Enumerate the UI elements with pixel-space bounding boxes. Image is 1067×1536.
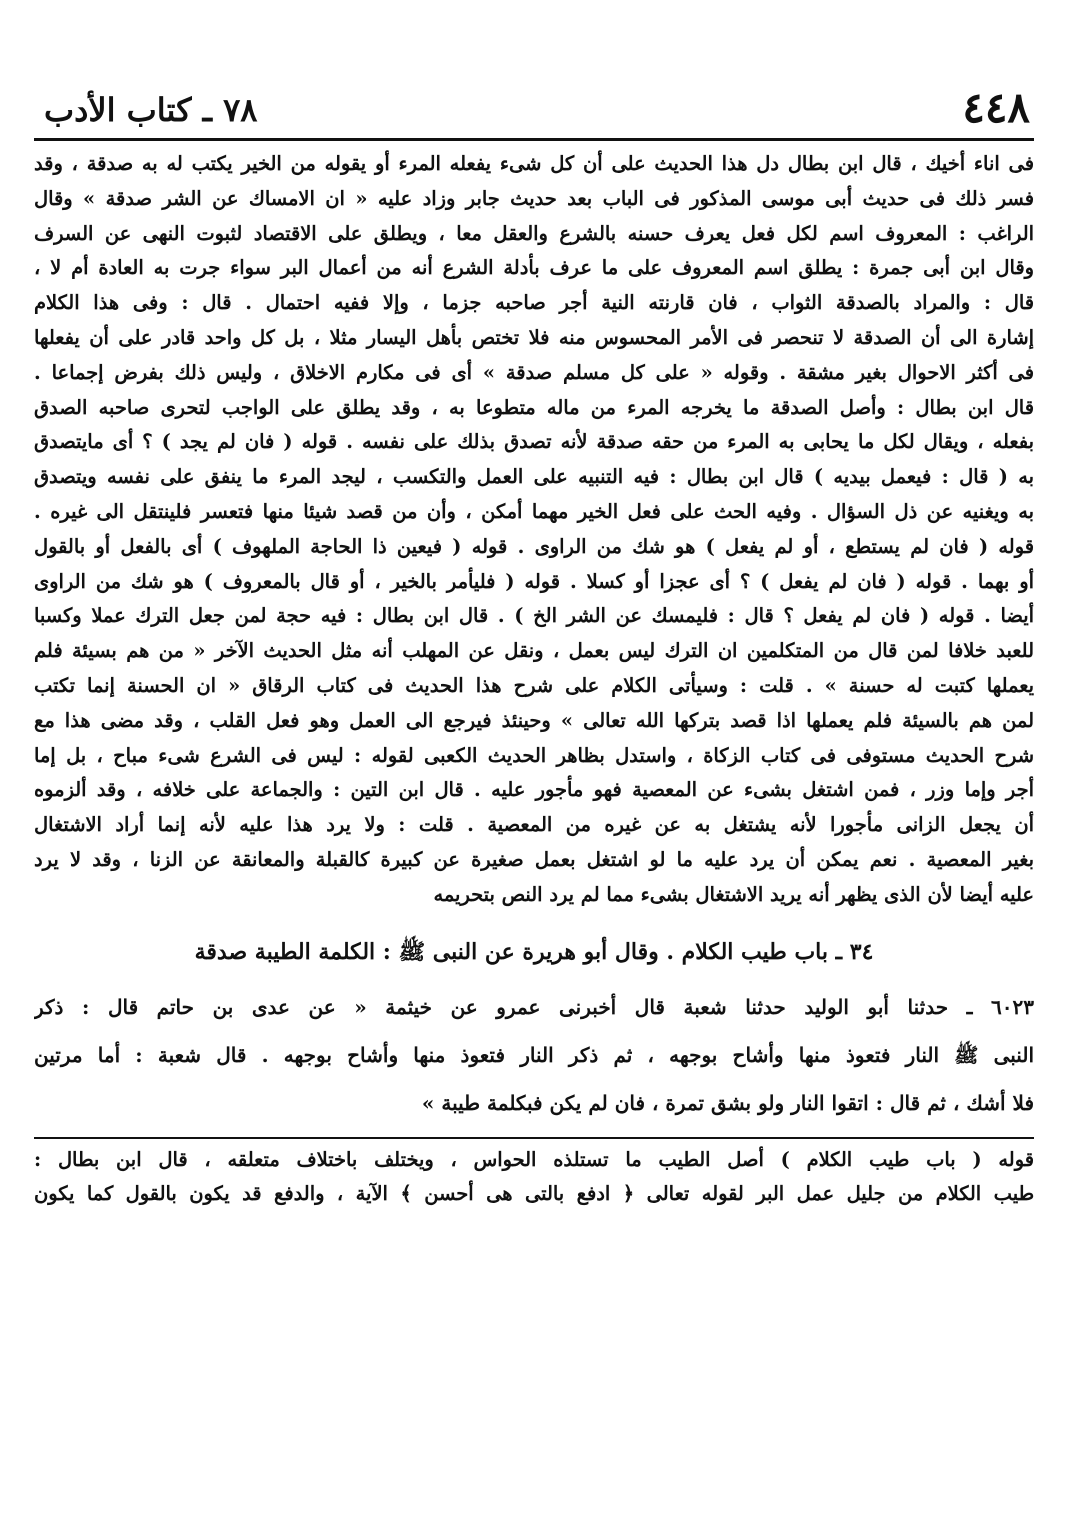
final-commentary-block — [34, 1143, 1034, 1213]
commentary-line: أجر وإما وزر ، فمن اشتغل بشىء عن المعصية فهو مأجور عليه . قال ابن التين : والجماعة على خلافه ، وقد ألزموه — [34, 778, 1034, 802]
commentary-line: فى اناء أخيك ، قال ابن بطال دل هذا الحديث على أن كل شىء يفعله المرء أو يقوله من الخير يكتب له به صدقة ، وقد — [34, 152, 1034, 175]
commentary-line: قوله ( باب طيب الكلام ) أصل الطيب ما تستلذه الحواس ، ويختلف باختلاف متعلقه ، قال ابن بطال : — [34, 1147, 1034, 1171]
commentary-line: لمن هم بالسيئة فلم يعملها اذا قصد بتركها الله تعالى » وحينئذ فيرجع الى العمل وهو فعل القلب ، وقد مضى هذا مع — [34, 708, 1034, 732]
commentary-line: به ( قال : فيعمل بيديه ) قال ابن بطال : فيه التنبيه على العمل والتكسب ، ليجد المرء ما ينفق على نفسه ويتصدق — [34, 465, 1034, 489]
commentary-line: أن يجعل الزانى مأجورا لأنه يشتغل به عن غيره من المعصية . قلت : ولا يرد هذا عليه لأنه إنما أراد الاشتغال — [34, 813, 1034, 837]
commentary-line: فى أكثر الاحوال بغير مشقة . وقوله « على كل مسلم صدقة » أى فى مكارم الاخلاق ، وليس ذلك بفرض إجماعا . — [34, 360, 1034, 384]
commentary-line: به ويغنيه عن ذل السؤال . وفيه الحث على فعل الخير مهما أمكن ، وأن من قصد شيئا منها فتعسر فلينتقل الى غيره . — [34, 499, 1034, 523]
commentary-block — [34, 147, 1034, 913]
commentary-line: بغير المعصية . نعم يمكن أن يرد عليه ما لو اشتغل بعمل صغيرة عن كبيرة كالقبلة والمعانقة عن الزنا ، وقد لا يرد — [34, 847, 1034, 871]
commentary-line: أو بهما . قوله ( فان لم يفعل ) ؟ أى عجزا أو كسلا . قوله ( فليأمر بالخير ، أو قال بالمعروف ) هو شك من الراوى — [34, 569, 1034, 593]
commentary-line: يعملها كتبت له حسنة » . قلت : وسيأتى الكلام على شرح هذا الحديث فى كتاب الرقاق « ان الحسنة إنما تكتب — [34, 673, 1034, 697]
hadith-block — [34, 983, 1034, 1127]
commentary-line: الراغب : المعروف اسم لكل فعل يعرف حسنه بالشرع والعقل معا ، ويطلق على الاقتصاد لثبوت النهى عن السرف — [34, 221, 1034, 245]
commentary-line: فسر ذلك فى حديث أبى موسى المذكور فى الباب بعد حديث جابر وزاد عليه « ان الامساك عن الشر صدقة » وقال — [34, 186, 1034, 210]
page-header — [34, 82, 1034, 141]
commentary-line: قال : والمراد بالصدقة الثواب ، فان قارنته النية أجر صاحبه جزما ، وإلا ففيه احتمال . قال : وفى هذا الكلام — [34, 291, 1034, 315]
commentary-line: قوله ( فان لم يستطع ، أو لم يفعل ) هو شك من الراوى . قوله ( فيعين ذا الحاجة الملهوف ) أى بالفعل أو بالقول — [34, 534, 1034, 558]
hadith-line: فلا أشك ، ثم قال : اتقوا النار ولو بشق تمرة ، فان لم يكن فبكلمة طيبة » — [421, 1090, 1034, 1115]
page-number: ٤٤٨ — [962, 83, 1030, 132]
hadith-line: النبى ﷺ النار فتعوذ منها وأشاح بوجهه ، ثم ذكر النار فتعوذ منها وأشاح بوجهه . قال شعبة : أما مرتين — [34, 1042, 1034, 1067]
commentary-line: إشارة الى أن الصدقة لا تنحصر فى الأمر المحسوس منه فلا تختص بأهل اليسار مثلا ، بل كل واحد قادر على أن يفعلها — [34, 325, 1034, 349]
commentary-line: طيب الكلام من جليل عمل البر لقوله تعالى ﴿ ادفع بالتى هى أحسن ﴾ الآية ، والدفع قد يكون بالقول كما يكون — [34, 1182, 1034, 1206]
chapter-heading: ٣٤ ـ باب طيب الكلام . وقال أبو هريرة عن النبى ﷺ : الكلمة الطيبة صدقة — [194, 938, 874, 965]
section-divider — [34, 1137, 1034, 1139]
commentary-line: وقال ابن أبى جمرة : يطلق اسم المعروف على ما عرف بأدلة الشرع أنه من أعمال البر سواء جرت به العادة أم لا ، — [34, 256, 1034, 280]
hadith-line: ٦٠٢٣ ـ حدثنا أبو الوليد حدثنا شعبة قال أخبرنى عمرو عن خيثمة « عن عدى بن حاتم قال : ذكر — [34, 994, 1034, 1019]
book-title: ٧٨ ـ كتاب الأدب — [44, 91, 258, 129]
commentary-line: بفعله ، ويقال لكل ما يحابى به المرء من حقه صدقة لأنه تصدق بذلك على نفسه . قوله ( فان لم يجد ) ؟ أى مايتصدق — [34, 430, 1034, 454]
commentary-line: عليه أيضا لأن الذى يظهر أنه يريد الاشتغال بشىء مما لم يرد النص بتحريمه — [433, 882, 1034, 906]
commentary-line: شرح الحديث مستوفى فى كتاب الزكاة ، واستدل بظاهر الحديث الكعبى لقوله : ليس فى الشرع شىء مباح ، بل إما — [34, 743, 1034, 767]
document-page — [34, 82, 1034, 1522]
commentary-line: قال ابن بطال : وأصل الصدقة ما يخرجه المرء من ماله متطوعا به ، وقد يطلق على الواجب لتحرى صاحبه الصدق — [34, 395, 1034, 419]
commentary-line: أيضا . قوله ( فان لم يفعل ؟ قال : فليمسك عن الشر الخ ) . قال ابن بطال : فيه حجة لمن جعل الترك عملا وكسبا — [34, 604, 1034, 628]
commentary-line: للعبد خلافا لمن قال من المتكلمين ان الترك ليس بعمل ، ونقل عن المهلب أنه مثل الحديث الآخر « من هم بسيئة فلم — [34, 639, 1034, 663]
